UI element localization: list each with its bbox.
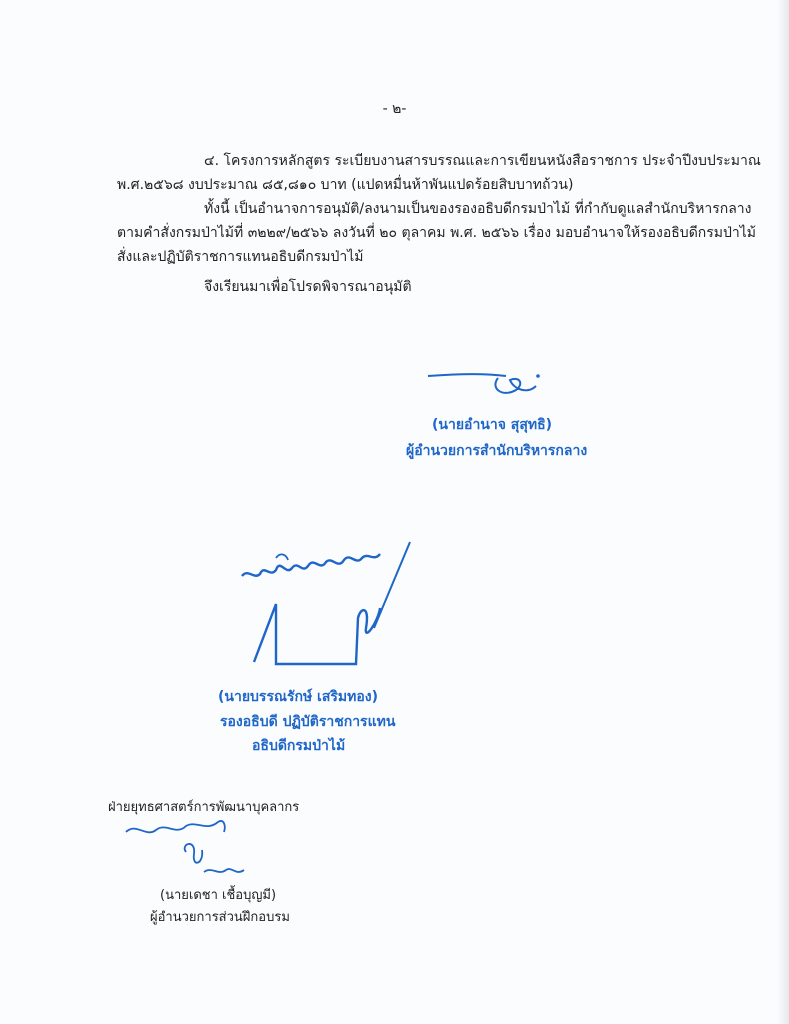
item4-line1: ๔. โครงการหลักสูตร ระเบียบงานสารบรรณและการเขียนหนังสือราชการ ประจำปีงบประมาณ (204, 153, 761, 169)
approver-signature (246, 538, 416, 678)
paragraph-line3: สั่งและปฏิบัติราชการแทนอธิบดีกรมป่าไม้ (117, 249, 364, 265)
approver-name: (นายบรรณรักษ์ เสริมทอง) (218, 689, 378, 705)
paragraph-line1: ทั้งนี้ เป็นอำนาจการอนุมัติ/ลงนามเป็นของรองอธิบดีกรมป่าไม้ ที่กำกับดูแลสำนักบริหารกลาง (204, 201, 752, 217)
dept-unit: ฝ่ายยุทธศาสตร์การพัฒนาบุคลากร (108, 800, 300, 815)
signer1-title: ผู้อำนวยการสำนักบริหารกลาง (406, 443, 588, 459)
dept-name: (นายเดชา เชื้อบุญมี) (160, 888, 277, 903)
closing-line: จึงเรียนมาเพื่อโปรดพิจารณาอนุมัติ (204, 279, 412, 295)
signer1-name: (นายอำนาจ สุสุทธิ) (432, 417, 553, 433)
paragraph-line2: ตามคำสั่งกรมป่าไม้ที่ ๓๒๒๙/๒๕๖๖ ลงวันที่ ๒๐ ตุลาคม พ.ศ. ๒๕๖๖ เรื่อง มอบอำนาจให้รองอธิบดีกรมป่าไม้ (117, 225, 757, 241)
dept-title: ผู้อำนวยการส่วนฝึกอบรม (150, 910, 290, 925)
signature-1 (424, 368, 554, 404)
page-number: - ๒- (382, 101, 407, 117)
approver-title-line1: รองอธิบดี ปฏิบัติราชการแทน (220, 714, 396, 730)
scan-edge-shadow (777, 0, 789, 1024)
item4-line2: พ.ศ.๒๕๖๘ งบประมาณ ๘๕,๘๑๐ บาท (แปดหมื่นห้าพันแปดร้อยสิบบาทถ้วน) (117, 177, 574, 193)
dept-initials (120, 816, 270, 882)
approver-title-line2: อธิบดีกรมป่าไม้ (252, 738, 346, 754)
